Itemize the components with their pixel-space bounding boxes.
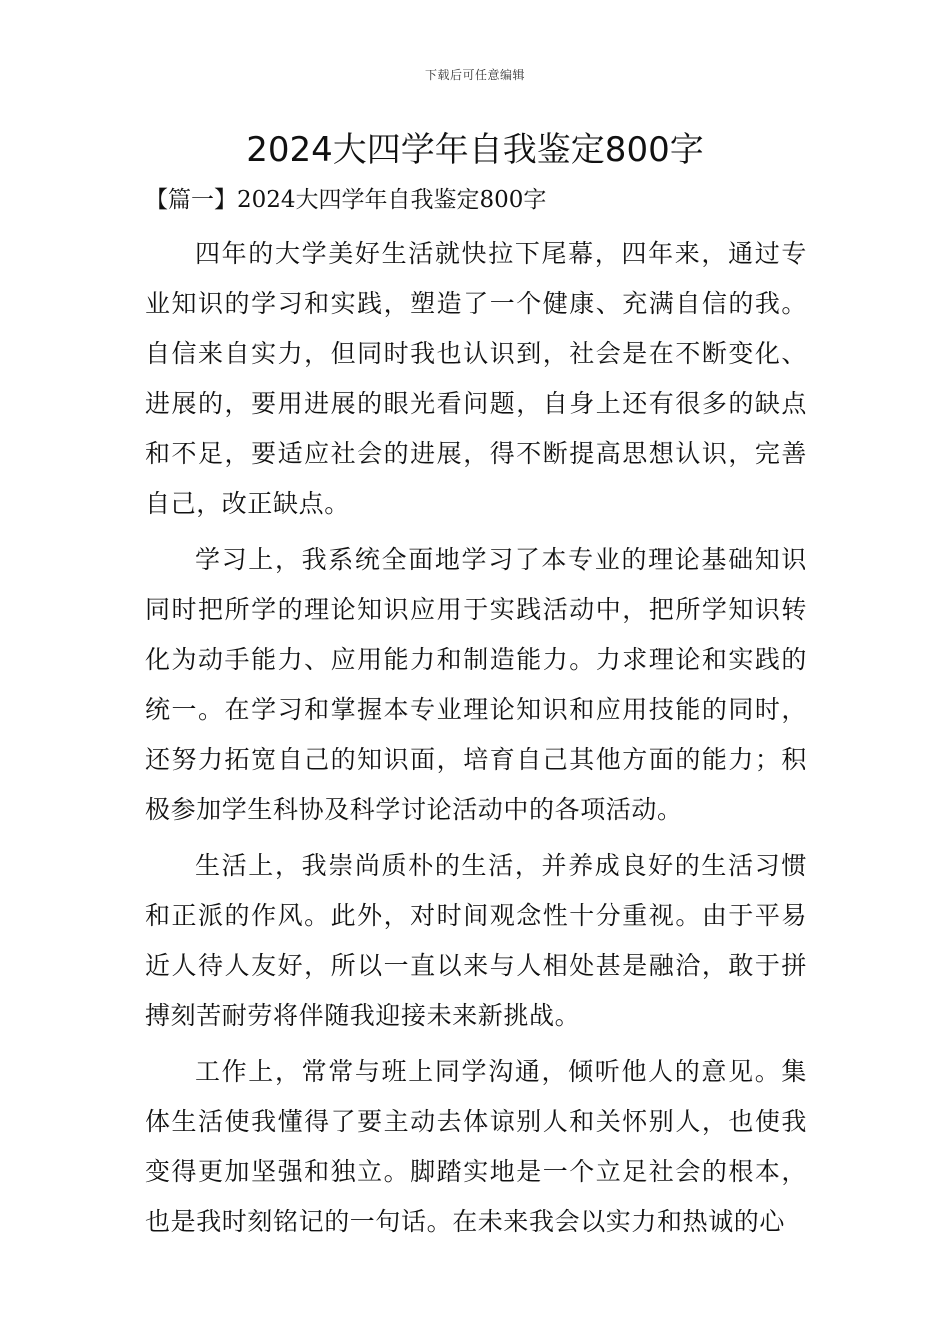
body-text — [145, 229, 807, 1253]
header-note: 下载后可任意编辑 — [424, 68, 525, 82]
paragraph: 四年的大学美好生活就快拉下尾幕，四年来，通过专业知识的学习和实践，塑造了一个健康、充满自信的我。自信来自实力，但同时我也认识到，社会是在不断变化、进展的，要用进展的眼光看问题，自身上还有很多的缺点和不足，要适应社会的进展，得不断提高思想认识，完善自己，改正缺点。 — [145, 239, 807, 518]
document-title: 2024大四学年自我鉴定800字 — [246, 130, 704, 170]
paragraph: 生活上，我崇尚质朴的生活，并养成良好的生活习惯和正派的作风。此外，对时间观念性十分重视。由于平易近人待人友好，所以一直以来与人相处甚是融洽，敢于拼搏刻苦耐劳将伴随我迎接未来新挑战。 — [145, 851, 807, 1030]
paragraph: 工作上，常常与班上同学沟通，倾听他人的意见。集体生活使我懂得了要主动去体谅别人和关怀别人，也使我变得更加坚强和独立。脚踏实地是一个立足社会的根本，也是我时刻铭记的一句话。在未来我会以实力和热诚的心 — [145, 1057, 807, 1236]
section-heading: 【篇一】2024大四学年自我鉴定800字 — [145, 187, 547, 213]
paragraph: 学习上，我系统全面地学习了本专业的理论基础知识同时把所学的理论知识应用于实践活动中，把所学知识转化为动手能力、应用能力和制造能力。力求理论和实践的统一。在学习和掌握本专业理论知识和应用技能的同时，还努力拓宽自己的知识面，培育自己其他方面的能力；积极参加学生科协及科学讨论活动中的各项活动。 — [145, 545, 807, 824]
